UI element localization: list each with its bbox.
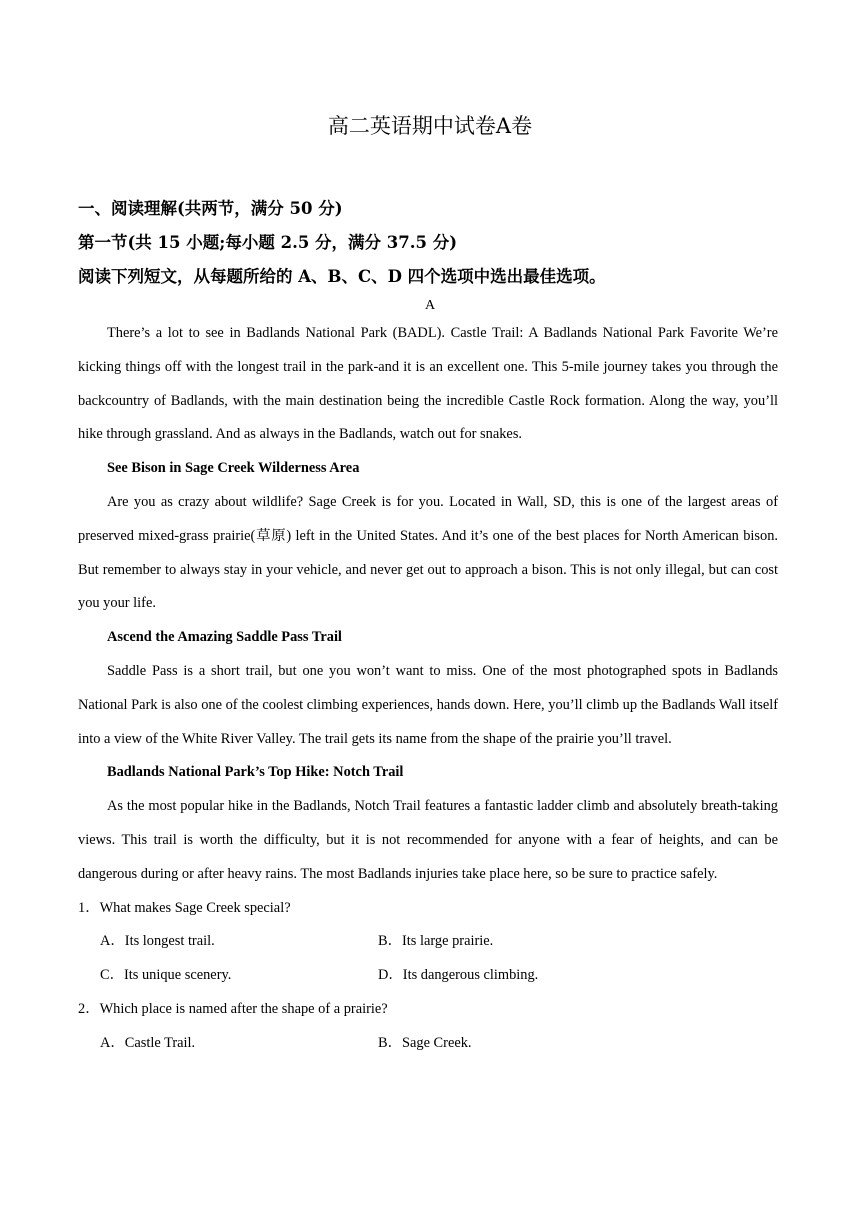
question-1-options-row-2 — [78, 959, 778, 993]
question-1-option-c: C．Its unique scenery. — [100, 967, 232, 984]
passage-intro: There’s a lot to see in Badlands National Park (BADL). Castle Trail: A Badlands National Park Favorite We’re kicking things off with the longest trail in the park-and it is an excellent one. This 5-mile journey takes you through the backcountry of Badlands, with the main destination being the incredible Castle Rock formation. Along the way, you’ll hike through grassland. And as always in the Badlands, watch out for snakes. — [78, 325, 778, 443]
question-1-option-d: D．Its dangerous climbing. — [378, 967, 539, 984]
question-1-options-row-1 — [78, 925, 778, 959]
section-heading-sage-creek: See Bison in Sage Creek Wilderness Area — [107, 460, 360, 477]
part-heading: 第一节(共 15 小题;每小题 2.5 分，满分 37.5 分) — [78, 233, 458, 252]
question-1-stem: 1．What makes Sage Creek special? — [78, 899, 291, 916]
question-2-options-row-1 — [78, 1027, 778, 1061]
question-2-option-a: A．Castle Trail. — [100, 1034, 196, 1051]
section-heading-saddle-pass: Ascend the Amazing Saddle Pass Trail — [107, 629, 342, 646]
section-heading: 一、阅读理解(共两节，满分 50 分) — [78, 199, 343, 218]
section-heading-notch-trail: Badlands National Park’s Top Hike: Notch Trail — [107, 764, 404, 781]
question-1-option-b: B．Its large prairie. — [378, 933, 494, 950]
instruction-text: 阅读下列短文，从每题所给的 A、B、C、D 四个选项中选出最佳选项。 — [78, 267, 606, 286]
passage-letter: A — [424, 298, 436, 313]
question-2-stem: 2．Which place is named after the shape of a prairie? — [78, 1000, 388, 1017]
passage-body — [78, 317, 778, 1061]
section-text-saddle-pass: Saddle Pass is a short trail, but one you won’t want to miss. One of the most photographed spots in Badlands National Park is also one of the coolest climbing experiences, hands down. Here, you’ll climb up the Badlands Wall itself into a view of the White River Valley. The trail gets its name from the shape of the prairie you’ll travel. — [78, 662, 778, 747]
section-text-sage-creek: Are you as crazy about wildlife? Sage Creek is for you. Located in Wall, SD, this is one of the largest areas of preserved mixed-grass prairie(草原) left in the United States. And it’s one of the best places for North American bison. But remember to always stay in your vehicle, and never get out to approach a bison. This is not only illegal, but can cost you your life. — [78, 493, 778, 612]
section-text-notch-trail: As the most popular hike in the Badlands, Notch Trail features a fantastic ladder climb and absolutely breath-taking views. This trail is worth the difficulty, but it is not recommended for anyone with a fear of heights, and can be dangerous during or after heavy rains. The most Badlands injuries take place here, so be sure to practice safely. — [78, 798, 778, 882]
question-1-option-a: A．Its longest trail. — [100, 933, 215, 950]
page-title: 高二英语期中试卷A卷 — [327, 114, 533, 138]
question-2-option-b: B．Sage Creek. — [378, 1034, 472, 1051]
